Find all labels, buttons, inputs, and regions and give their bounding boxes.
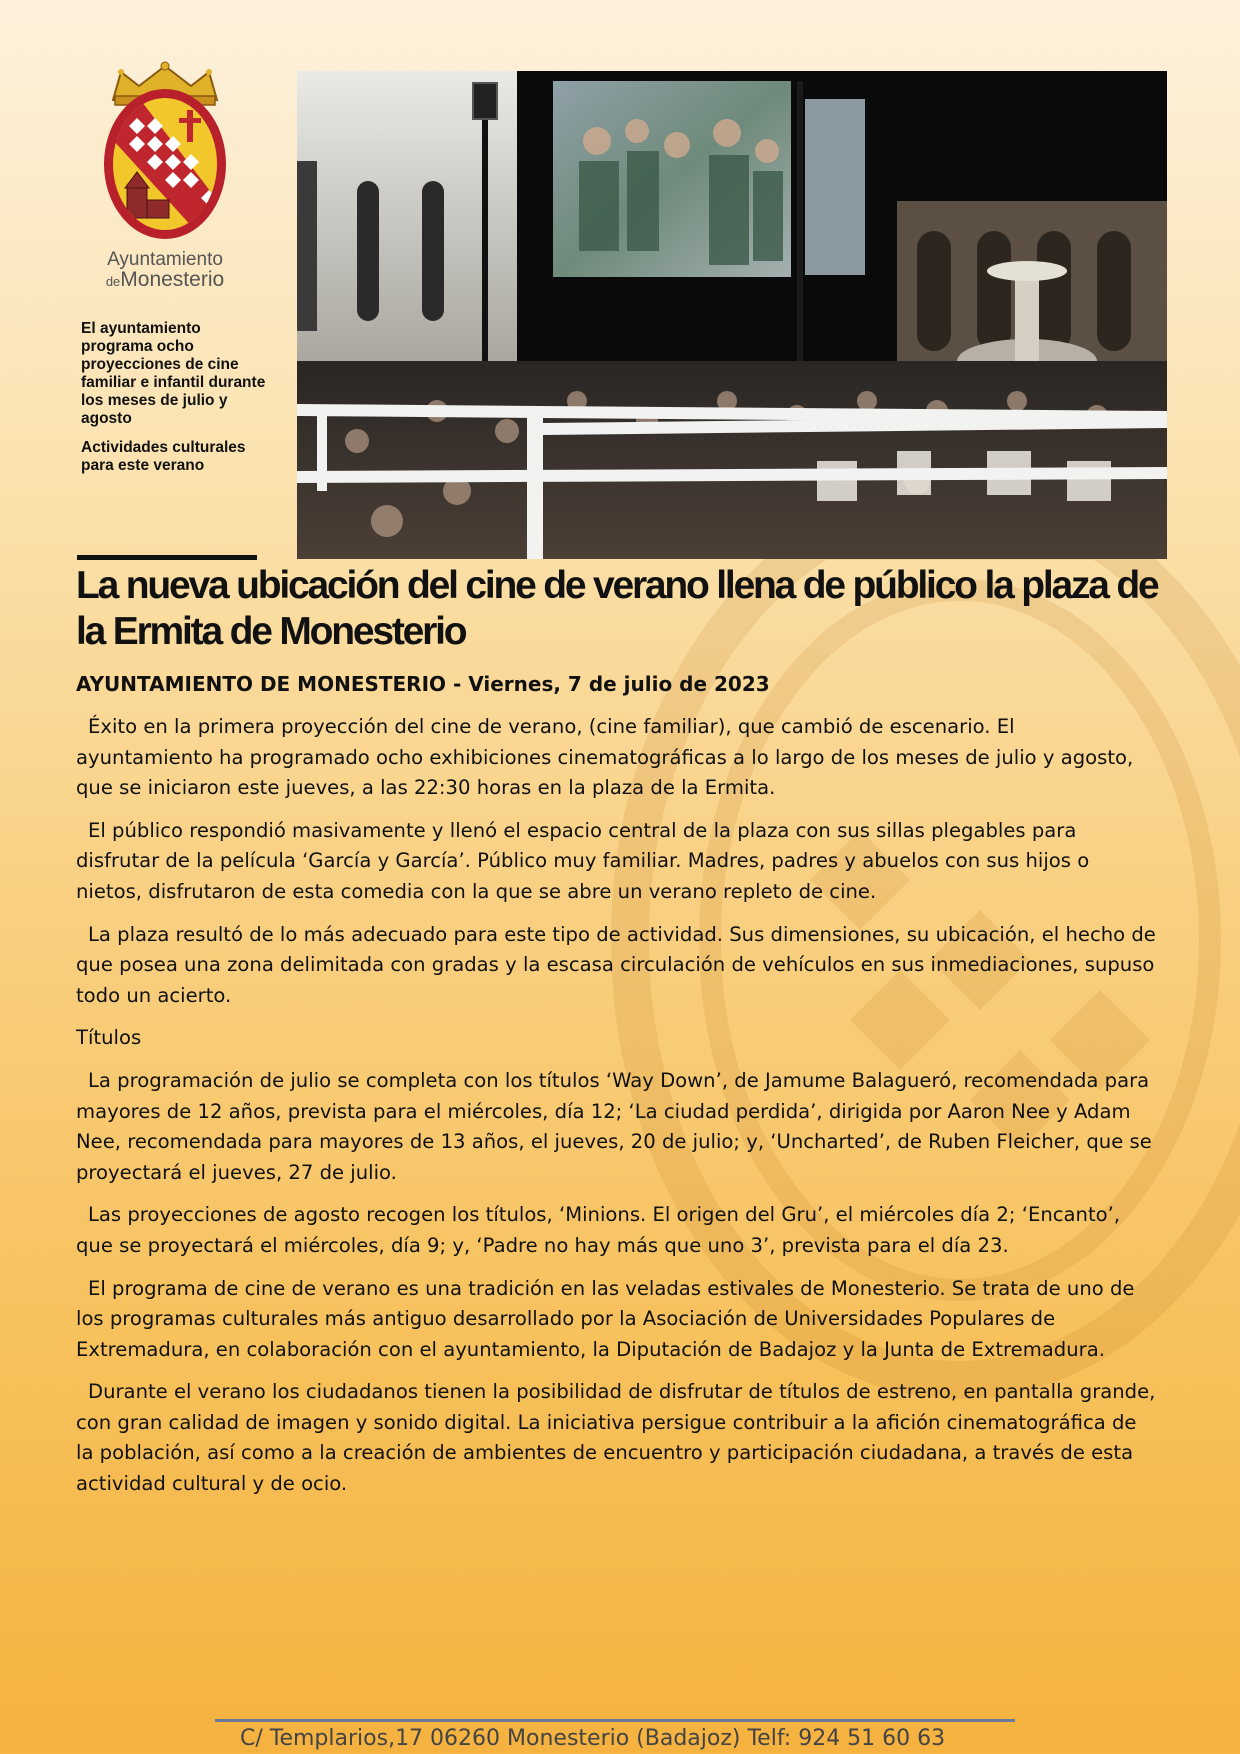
article-byline: AYUNTAMIENTO DE MONESTERIO - Viernes, 7 de julio de 2023 [76, 672, 770, 696]
section-subheading: Títulos [76, 1026, 142, 1050]
sidebar-summary [81, 320, 271, 486]
paragraph: El programa de cine de verano es una tradición en las veladas estivales de Monesterio. Se trata de uno de los programas culturales más antiguo desarrollado por la Asociación de Universidades Populares de Extremadura, en colaboración con el ayuntamiento, la Diputación de Badajoz y la Junta de Extremadura. [76, 1276, 1135, 1361]
paragraph: La plaza resultó de lo más adecuado para este tipo de actividad. Sus dimensiones, su ubicación, el hecho de que posea una zona delimitada con gradas y la escasa circulación de vehículos en sus inmediaciones, supuso todo un acierto. [76, 922, 1156, 1007]
headline-rule [77, 555, 257, 560]
footer-divider [215, 1719, 1015, 1722]
paragraph: Las proyecciones de agosto recogen los títulos, ‘Minions. El origen del Gru’, el miércoles día 2; ‘Encanto’, que se proyectará el miércoles, día 9; y, ‘Padre no hay más que uno 3’, prevista para el día 23. [76, 1203, 1121, 1257]
coat-of-arms-icon [99, 60, 231, 244]
tagline-text: Actividades culturales para este verano [81, 439, 246, 474]
article-headline: La nueva ubicación del cine de verano llena de público la plaza de la Ermita de Monesterio [76, 564, 1158, 653]
paragraph: Durante el verano los ciudadanos tienen la posibilidad de disfrutar de títulos de estreno, en pantalla grande, con gran calidad de imagen y sonido digital. La iniciativa persigue contribuir a la afición cinematográfica de la población, así como a la creación de ambientes de encuentro y participación ciudadana, a través de esta actividad cultural y de ocio. [76, 1380, 1156, 1496]
logo-text [90, 250, 240, 290]
article-body [76, 712, 1156, 1512]
logo-line-2-main: Monesterio [120, 268, 225, 291]
paragraph: El público respondió masivamente y llenó el espacio central de la plaza con sus sillas plegables para disfrutar de la película ‘García y García’. Público muy familiar. Madres, padres y abuelos con sus hijos o nietos, disfrutaron de esta comedia con la que se abre un verano repleto de cine. [76, 818, 1090, 903]
logo-line-1: Ayuntamiento [107, 249, 223, 270]
footer-address: C/ Templarios,17 06260 Monesterio (Badajoz) Telf: 924 51 60 63 [240, 1726, 946, 1751]
paragraph: Éxito en la primera proyección del cine de verano, (cine familiar), que cambió de escenario. El ayuntamiento ha programado ocho exhibiciones cinematográficas a lo largo de los meses de julio y agosto, que se iniciaron este jueves, a las 22:30 horas en la plaza de la Ermita. [76, 715, 1134, 800]
cinema-photo [297, 71, 1167, 559]
outdoor-cinema-image [297, 71, 1167, 559]
summary-text: El ayuntamiento programa ocho proyecciones de cine familiar e infantil durante los meses de julio y agosto [81, 320, 266, 427]
logo-line-2-prefix: de [105, 274, 121, 289]
municipality-logo [90, 60, 240, 290]
paragraph: La programación de julio se completa con los títulos ‘Way Down’, de Jamume Balagueró, recomendada para mayores de 12 años, prevista para el miércoles, día 12; ‘La ciudad perdida’, dirigida por Aaron Nee y Adam Nee, recomendada para mayores de 13 años, el jueves, 20 de julio; y, ‘Uncharted’, de Ruben Fleicher, que se proyectará el jueves, 27 de julio. [76, 1068, 1152, 1184]
logo-line-2 [90, 269, 240, 290]
